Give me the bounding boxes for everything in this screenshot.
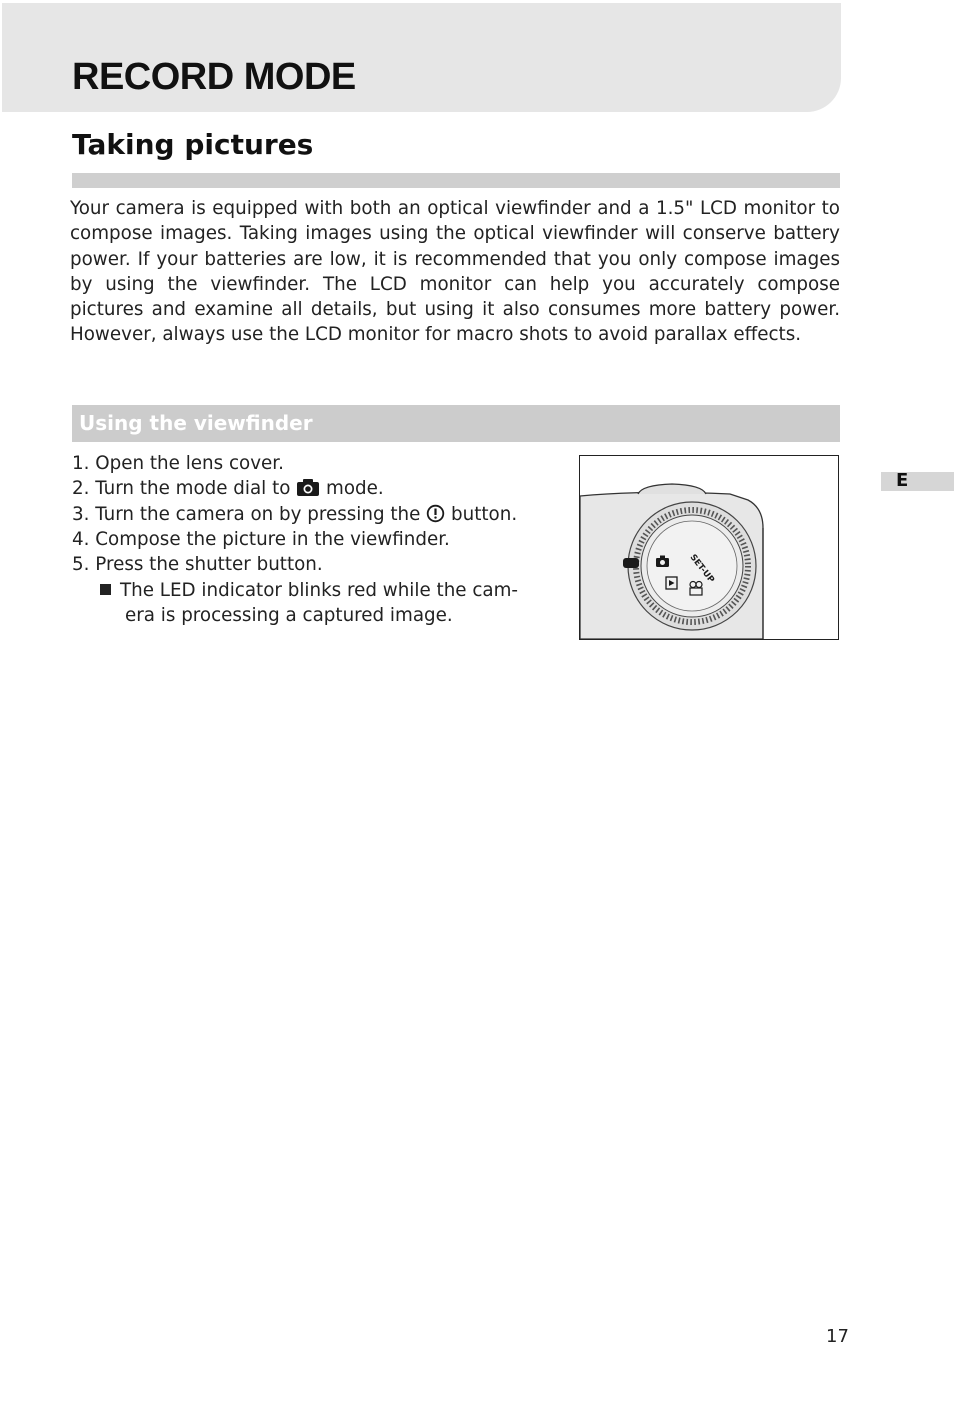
language-tab: [881, 472, 954, 491]
section-rule: [72, 173, 840, 188]
bullet-square-icon: [100, 584, 111, 595]
camera-icon: [296, 478, 320, 497]
step-3: 3. Turn the camera on by pressing the button.: [72, 503, 518, 525]
mode-dial-figure: [579, 455, 839, 640]
step-5: 5. Press the shutter button.: [72, 554, 323, 576]
page-number: 17: [826, 1326, 849, 1347]
step-1: 1. Open the lens cover.: [72, 453, 284, 474]
subsection-title: Using the viewfinder: [79, 411, 313, 435]
language-tab-label: E: [896, 470, 909, 491]
intro-paragraph: Your camera is equipped with both an optical viewfinder and a 1.5" LCD monitor to compose images. Taking images using the optical viewfinder will conserve battery power. If your batteries are low, it is recommended that you only compose images by using the viewfinder. The LCD monitor can help you accurately compose pictures and examine all details, but using it also consumes more battery power. However, always use the LCD monitor for macro shots to avoid parallax effects.: [70, 198, 840, 346]
mode-dial-illustration: [580, 456, 838, 639]
section-title: Taking pictures: [72, 128, 314, 161]
power-icon: [426, 504, 445, 523]
step-4: 4. Compose the picture in the viewfinder.: [72, 528, 450, 550]
step-2: 2. Turn the mode dial to mode.: [72, 478, 384, 500]
chapter-title: RECORD MODE: [72, 56, 356, 98]
dial-setup-label: SET-UP: [687, 552, 716, 585]
steps-list: [72, 451, 532, 577]
led-note: The LED indicator blinks red while the cam- era is processing a captured image.: [100, 578, 530, 629]
